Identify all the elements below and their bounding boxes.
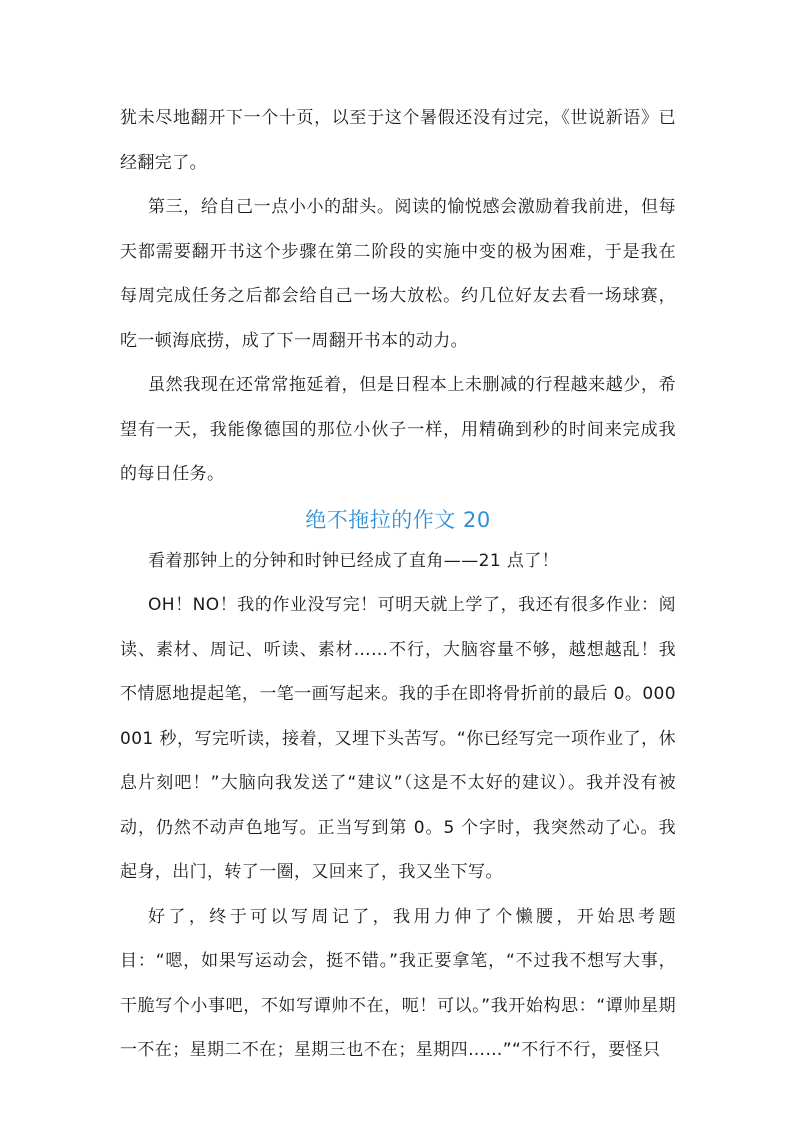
paragraph-conclusion: 虽然我现在还常常拖延着，但是日程本上未删减的行程越来越少，希望有一天，我能像德国的那位小伙子一样，用精确到秒的时间来完成我的每日任务。 xyxy=(120,375,676,484)
paragraph-third-point: 第三，给自己一点小小的甜头。阅读的愉悦感会激励着我前进，但每天都需要翻开书这个步骤在第二阶段的实施中变的极为困难，于是我在每周完成任务之后都会给自己一场大放松。约几位好友去看一场球赛，吃一顿海底捞，成了下一周翻开书本的动力。 xyxy=(120,197,676,351)
paragraph-homework: OH！NO！我的作业没写完！可明天就上学了，我还有很多作业：阅读、素材、周记、听读、素材……不行，大脑容量不够，越想越乱！我不情愿地提起笔，一笔一画写起来。我的手在即将骨折前的最后 0。000001 秒，写完听读，接着，又埋下头苦写。“你已经写完一项作业了，休息片刻吧！”大脑向我发送了“建议”（这是不太好的建议）。我并没有被动，仍然不动声色地写。正当写到第 0。5 个字时，我突然动了心。我起身，出门，转了一圈，又回来了，我又坐下写。 xyxy=(120,595,676,882)
section-title: 绝不拖拉的作文 20 xyxy=(305,507,491,532)
paragraph-clock: 看着那钟上的分钟和时钟已经成了直角——21 点了！ xyxy=(148,550,560,571)
paragraph-weekly-journal: 好了，终于可以写周记了，我用力伸了个懒腰，开始思考题目：“嗯，如果写运动会，挺不错。”我正要拿笔，“不过我不想写大事，干脆写个小事吧，不如写谭帅不在，呃！可以。”我开始构思：“谭帅星期一不在；星期二不在；星期三也不在；星期四……”“不行不行，要怪只 xyxy=(120,906,676,1060)
document-body xyxy=(120,96,676,1073)
paragraph-continuation: 犹未尽地翻开下一个十页，以至于这个暑假还没有过完，《世说新语》已经翻完了。 xyxy=(120,108,676,173)
